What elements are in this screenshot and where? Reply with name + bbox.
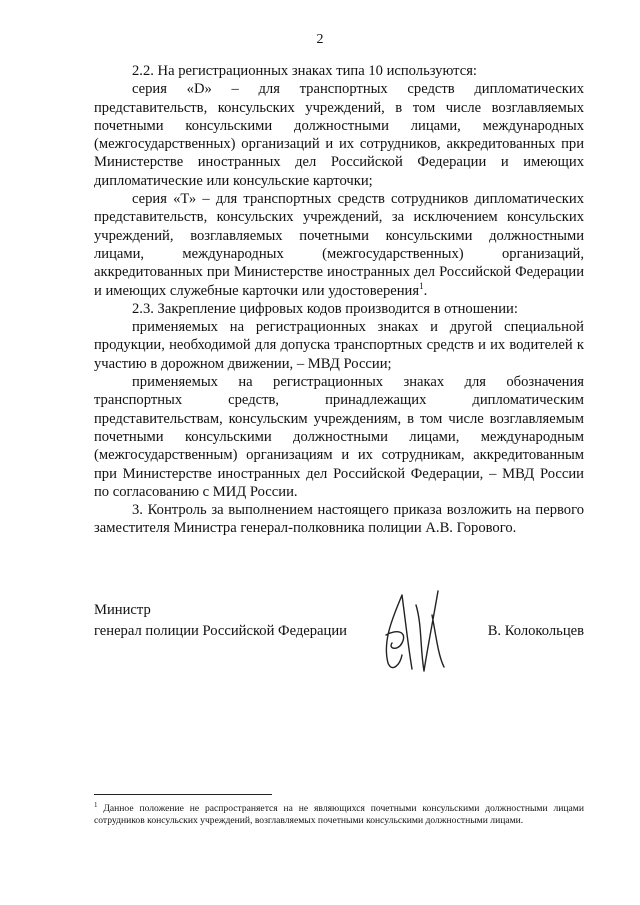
paragraph-2-2: 2.2. На регистрационных знаках типа 10 используются: — [132, 63, 477, 79]
position-rank: генерал полиции Российской Федерации — [94, 623, 347, 639]
position-title: Министр — [94, 602, 151, 618]
paragraph-2-3: 2.3. Закрепление цифровых кодов производится в отношении: — [132, 300, 518, 317]
footnote — [94, 800, 584, 827]
page-number: 2 — [316, 32, 324, 47]
paragraph-series-t-text: серия «Т» – для транспортных средств сотрудников дипломатических представительств, консульских учреждений, за исключением консульских учреждений, возглавляемых почетными консульскими должностными лицами, международных (межгосударственных) организаций, аккредитованных при Министерстве иностранных дел Российской Федерации и имеющих служебные карточки или удостоверения — [94, 191, 584, 299]
document-body — [94, 62, 584, 538]
footnote-reference: 1 — [419, 280, 424, 291]
paragraph-mvd: применяемых на регистрационных знаках и другой специальной продукции, необходимой для допуска транспортных средств и их водителей к участию в дорожном движении, – МВД России; — [94, 319, 584, 372]
paragraph-series-d: серия «D» – для транспортных средств дипломатических представительств, консульских учреждений, в том числе возглавляемых почетными консульскими должностными лицами, международных (межгосударственных) организаций и их сотрудников, аккредитованных при Министерстве иностранных дел Российской Федерации и имеющих дипломатические или консульские карточки; — [94, 81, 584, 189]
footnote-marker: 1 — [94, 800, 98, 809]
signatory-position — [94, 600, 347, 642]
signatory-name: В. Колокольцев — [487, 623, 584, 639]
paragraph-series-t: серия «Т» – для транспортных средств сотрудников дипломатических представительств, консульских учреждений, за исключением консульских учреждений, возглавляемых почетными консульскими должностными лицами, международных (межгосударственных) организаций, аккредитованных при Министерстве иностранных дел Российской Федерации и имеющих служебные карточки или удостоверения$^1$. — [94, 191, 584, 299]
paragraph-diplomatic: применяемых на регистрационных знаках для обозначения транспортных средств, принадлежащих дипломатическим представительствам, консульским учреждениям, в том числе возглавляемым почетными консульскими должностными лицами, международным (межгосударственным) организациям и их сотрудникам, аккредитованным при Министерстве иностранных дел Российской Федерации, – МВД России по согласованию с МИД России. — [94, 374, 584, 500]
footnote-text: Данное положение не распространяется на не являющихся почетными консульскими должностными лицами сотрудников консульских учреждений, возглавляемых почетными консульскими должностными лицами. — [94, 803, 584, 827]
paragraph-control: 3. Контроль за выполнением настоящего приказа возложить на первого заместителя Министра генерал-полковника полиции А.В. Горового. — [94, 502, 584, 537]
handwritten-signature — [372, 585, 462, 675]
footnote-separator — [94, 794, 272, 795]
